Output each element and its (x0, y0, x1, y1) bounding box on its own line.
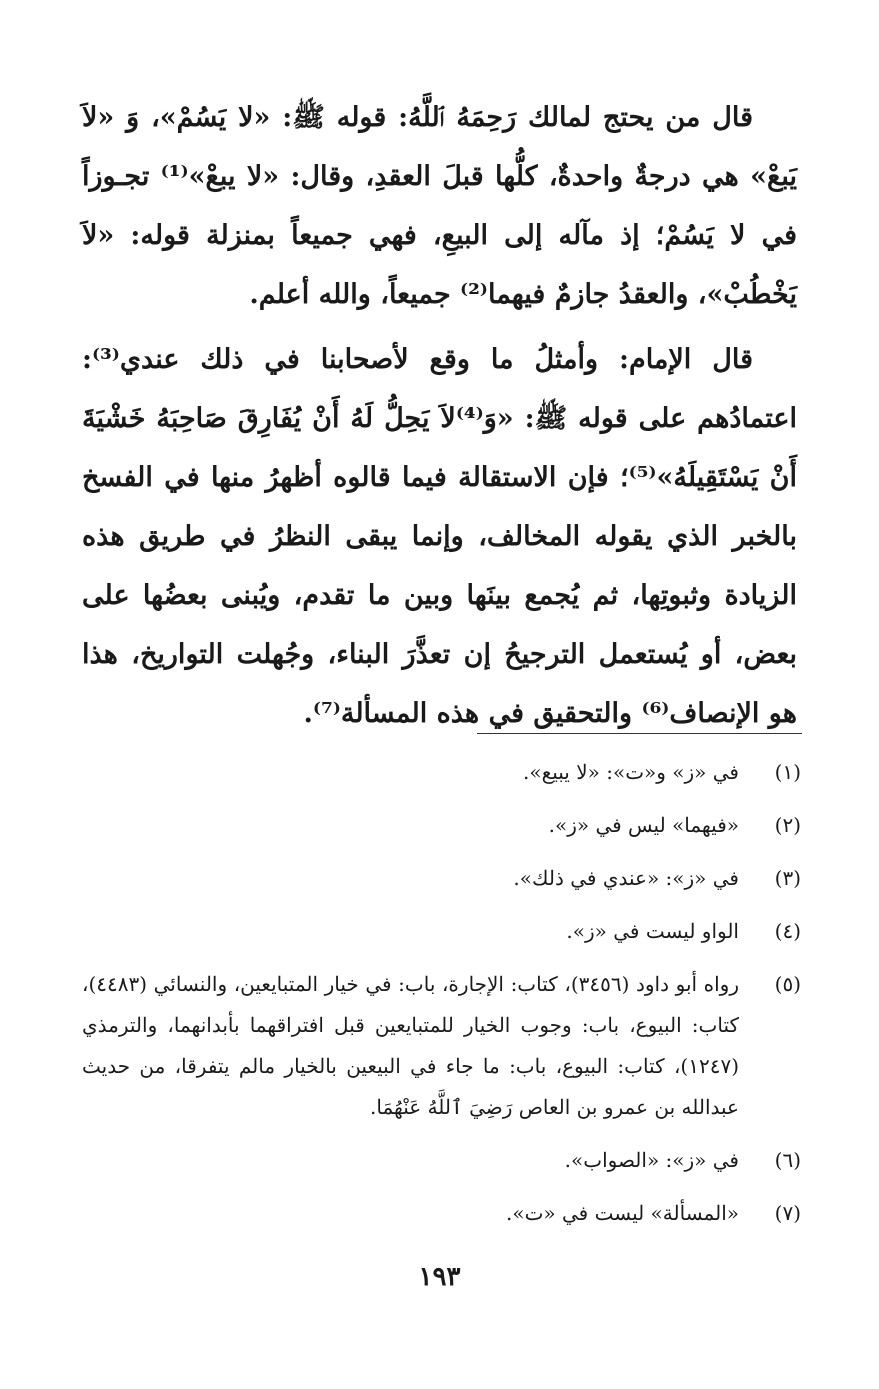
footnote-text: «فيهما» ليس في «ز». (548, 813, 739, 837)
footnote-item (82, 1193, 801, 1234)
paragraph-1: قال من يحتج لمالك رَحِمَهُ ٱللَّهُ: قوله ﷺ: «لا يَسُمْ»، وَ «لاَ يَبعْ» هي درجةٌ واحدةٌ، كلُّها قبلَ العقدِ، وقال: «لا يبعْ»⁽¹⁾ تجـوزاً في لا يَسُمْ؛ إذ مآله إلى البيعِ، فهي جميعاً بمنزلة قوله: «لاَ يَخْطُبْ»، والعقدُ جازمٌ فيهما⁽²⁾ جميعاً، والله أعلم. (82, 102, 797, 310)
footnote-item (82, 752, 801, 793)
footnote-text: رواه أبو داود (٣٤٥٦)، كتاب: الإجارة، باب: في خيار المتبايعين، والنسائي (٤٤٨٣)، كتاب: البيوع، باب: وجوب الخيار للمتبايعين قبل افتراقهما بأبدانهما، والترمذي (١٢٤٧)، كتاب: البيوع، باب: ما جاء في البيعين بالخيار مالم يتفرقا، من حديث عبدالله بن عمرو بن العاص رَضِيَ ٱللَّهُ عَنْهُمَا. (82, 972, 740, 1119)
footnote-number: (٣) (774, 866, 801, 890)
footnotes-list (82, 752, 801, 1246)
footnote-item (82, 805, 801, 846)
footnote-text: في «ز»: «عندي في ذلك». (513, 866, 739, 890)
footnote-number: (٥) (774, 972, 801, 996)
footnote-number: (٢) (774, 813, 801, 837)
footnote-text: في «ز»: «الصواب». (564, 1148, 739, 1172)
page-number: ١٩٣ (418, 1262, 461, 1292)
footnote-item (82, 964, 801, 1128)
footnote-number: (٦) (774, 1148, 801, 1172)
footnote-text: في «ز» و«ت»: «لا يبيع». (522, 760, 739, 784)
footnote-item (82, 858, 801, 899)
footnote-divider (477, 733, 802, 734)
footnote-number: (٧) (774, 1201, 801, 1225)
paragraph-2: قال الإمام: وأمثلُ ما وقع لأصحابنا في ذلك عندي⁽³⁾: اعتمادُهم على قوله ﷺ: «وَ⁽⁴⁾لاَ يَحِلُّ لَهُ أَنْ يُفَارِقَ صَاحِبَهُ خَشْيَةَ أَنْ يَسْتَقِيلَهُ»⁽⁵⁾؛ فإن الاستقالة فيما قالوه أظهرُ منها في الفسخ بالخبر الذي يقوله المخالف، وإنما يبقى النظرُ في طريق هذه الزيادة وثبوتِها، ثم يُجمع بينَها وبين ما تقدم، ويُبنى بعضُها على بعض، أو يُستعمل الترجيحُ إن تعذَّرَ البناء، وجُهلت التواريخ، هذا هو الإنصاف⁽⁶⁾ والتحقيق في هذه المسألة⁽⁷⁾. (82, 344, 798, 729)
footnote-number: (٤) (774, 919, 801, 943)
main-text (82, 88, 797, 749)
footnote-number: (١) (774, 760, 801, 784)
footnote-item (82, 911, 801, 952)
footnote-text: «المسألة» ليست في «ت». (505, 1201, 739, 1225)
footnote-item (82, 1140, 801, 1181)
footnote-text: الواو ليست في «ز». (566, 919, 739, 943)
